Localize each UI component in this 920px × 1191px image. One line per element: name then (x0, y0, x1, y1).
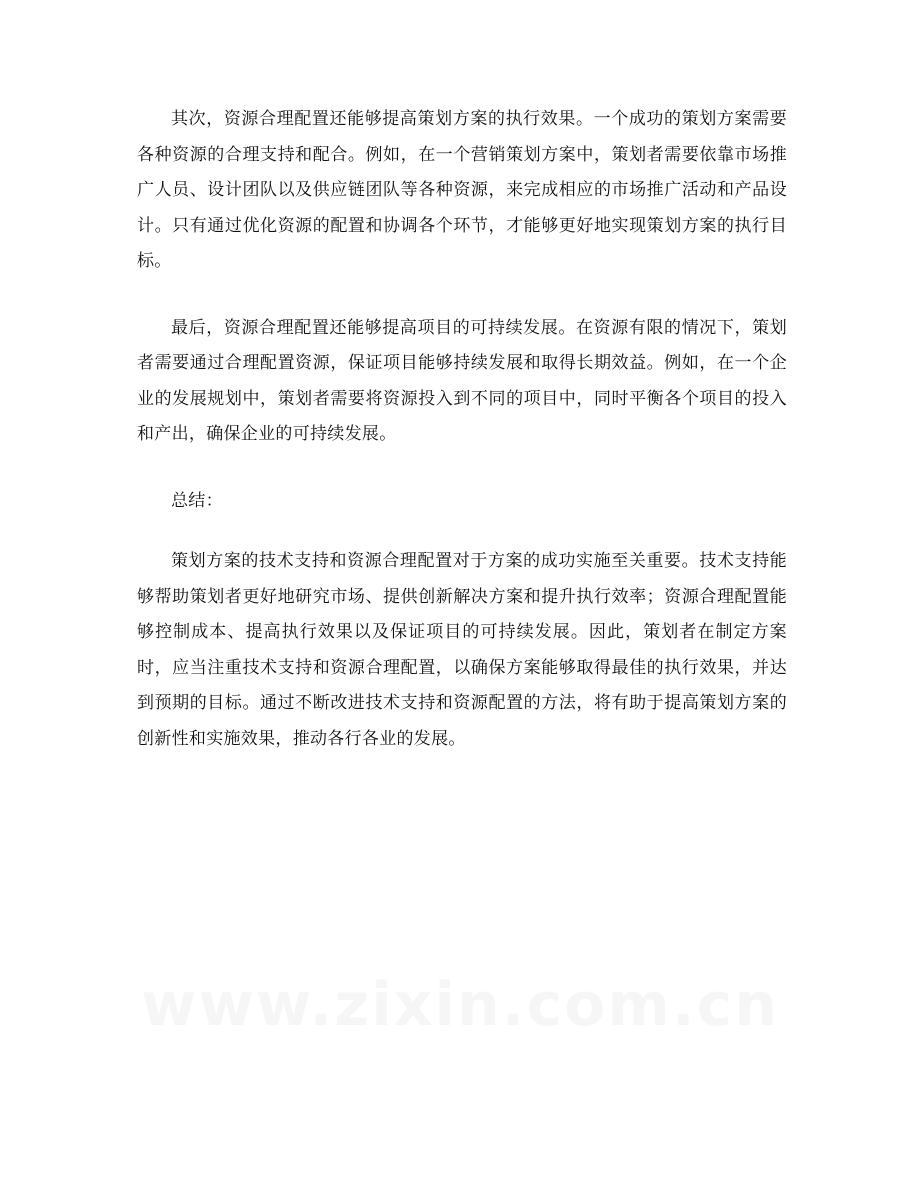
paragraph-sustainability: 最后，资源合理配置还能够提高项目的可持续发展。在资源有限的情况下，策划者需要通过合理配置资源，保证项目能够持续发展和取得长期效益。例如，在一个企业的发展规划中，策划者需要将资源投入到不同的项目中，同时平衡各个项目的投入和产出，确保企业的可持续发展。 (137, 317, 787, 444)
document-body (137, 102, 787, 788)
paragraph-execution-effect: 其次，资源合理配置还能够提高策划方案的执行效果。一个成功的策划方案需要各种资源的合理支持和配合。例如，在一个营销策划方案中，策划者需要依靠市场推广人员、设计团队以及供应链团队等各种资源，来完成相应的市场推广活动和产品设计。只有通过优化资源的配置和协调各个环节，才能够更好地实现策划方案的执行目标。 (137, 109, 787, 271)
watermark (0, 970, 920, 1040)
paragraph-summary: 策划方案的技术支持和资源合理配置对于方案的成功实施至关重要。技术支持能够帮助策划者更好地研究市场、提供创新解决方案和提升执行效率；资源合理配置能够控制成本、提高执行效果以及保证项目的可持续发展。因此，策划者在制定方案时，应当注重技术支持和资源合理配置，以确保方案能够取得最佳的执行效果，并达到预期的目标。通过不断改进技术支持和资源配置的方法，将有助于提高策划方案的创新性和实施效果，推动各行各业的发展。 (137, 551, 787, 749)
summary-heading: 总结： (171, 490, 223, 511)
